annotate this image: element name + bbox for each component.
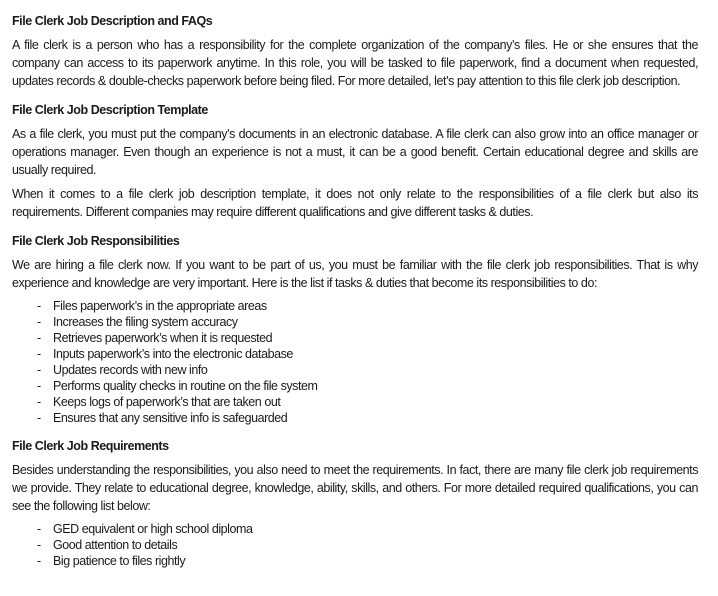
paragraph-requirements-intro: Besides understanding the responsibilities, you also need to meet the requirements. In fact, there are many file clerk job requirements we provide. They relate to educational degree, knowledge, ability, skills, and others. For more detailed required qualifications, you can see the following list below: [12, 463, 698, 513]
dash-marker: - [37, 315, 41, 329]
paragraph-intro: A file clerk is a person who has a responsibility for the complete organization of the company’s files. He or she ensures that the company can access to its paperwork anytime. In this role, you will be tasked to file paperwork, find a document when requested, updates records & double-checks paperwork before being filed. For more detailed, let’s pay attention to this file clerk job description. [12, 38, 698, 88]
dash-marker: - [37, 538, 41, 552]
dash-marker: - [37, 554, 41, 568]
paragraph-template-2: When it comes to a file clerk job description template, it does not only relate to the responsibilities of a file clerk but also its requirements. Different companies may require different qualifications and give different tasks & duties. [12, 187, 698, 219]
list-item-text: Files paperwork’s in the appropriate areas [53, 299, 267, 313]
heading-job-description-template: File Clerk Job Description Template [12, 103, 208, 117]
list-item-text: Updates records with new info [53, 363, 208, 377]
heading-job-description-and-faqs: File Clerk Job Description and FAQs [12, 14, 213, 28]
dash-marker: - [37, 331, 41, 345]
list-item-text: Good attention to details [53, 538, 178, 552]
dash-marker: - [37, 411, 41, 425]
list-item [12, 362, 698, 378]
list-item-text: Inputs paperwork’s into the electronic database [53, 347, 293, 361]
list-item [12, 298, 698, 314]
dash-marker: - [37, 299, 41, 313]
responsibilities-list [12, 298, 698, 426]
requirements-list [12, 521, 698, 569]
list-item-text: Keeps logs of paperwork’s that are taken out [53, 395, 281, 409]
list-item [12, 521, 698, 537]
list-item [12, 537, 698, 553]
list-item [12, 553, 698, 569]
dash-marker: - [37, 363, 41, 377]
list-item [12, 346, 698, 362]
list-item-text: GED equivalent or high school diploma [53, 522, 253, 536]
dash-marker: - [37, 347, 41, 361]
heading-job-responsibilities: File Clerk Job Responsibilities [12, 234, 180, 248]
list-item-text: Performs quality checks in routine on the file system [53, 379, 318, 393]
list-item-text: Increases the filing system accuracy [53, 315, 238, 329]
dash-marker: - [37, 522, 41, 536]
dash-marker: - [37, 395, 41, 409]
list-item [12, 314, 698, 330]
paragraph-responsibilities-intro: We are hiring a file clerk now. If you want to be part of us, you must be familiar with the file clerk job responsibilities. That is why experience and knowledge are very important. Here is the list if tasks & duties that become its responsibilities to do: [12, 258, 698, 290]
list-item [12, 330, 698, 346]
list-item [12, 378, 698, 394]
list-item-text: Retrieves paperwork’s when it is requested [53, 331, 273, 345]
dash-marker: - [37, 379, 41, 393]
list-item-text: Big patience to files rightly [53, 554, 186, 568]
heading-job-requirements: File Clerk Job Requirements [12, 439, 169, 453]
list-item [12, 394, 698, 410]
list-item [12, 410, 698, 426]
list-item-text: Ensures that any sensitive info is safeguarded [53, 411, 288, 425]
paragraph-template-1: As a file clerk, you must put the company’s documents in an electronic database. A file clerk can also grow into an office manager or operations manager. Even though an experience is not a must, it can be a good benefit. Certain educational degree and skills are usually required. [12, 127, 698, 177]
